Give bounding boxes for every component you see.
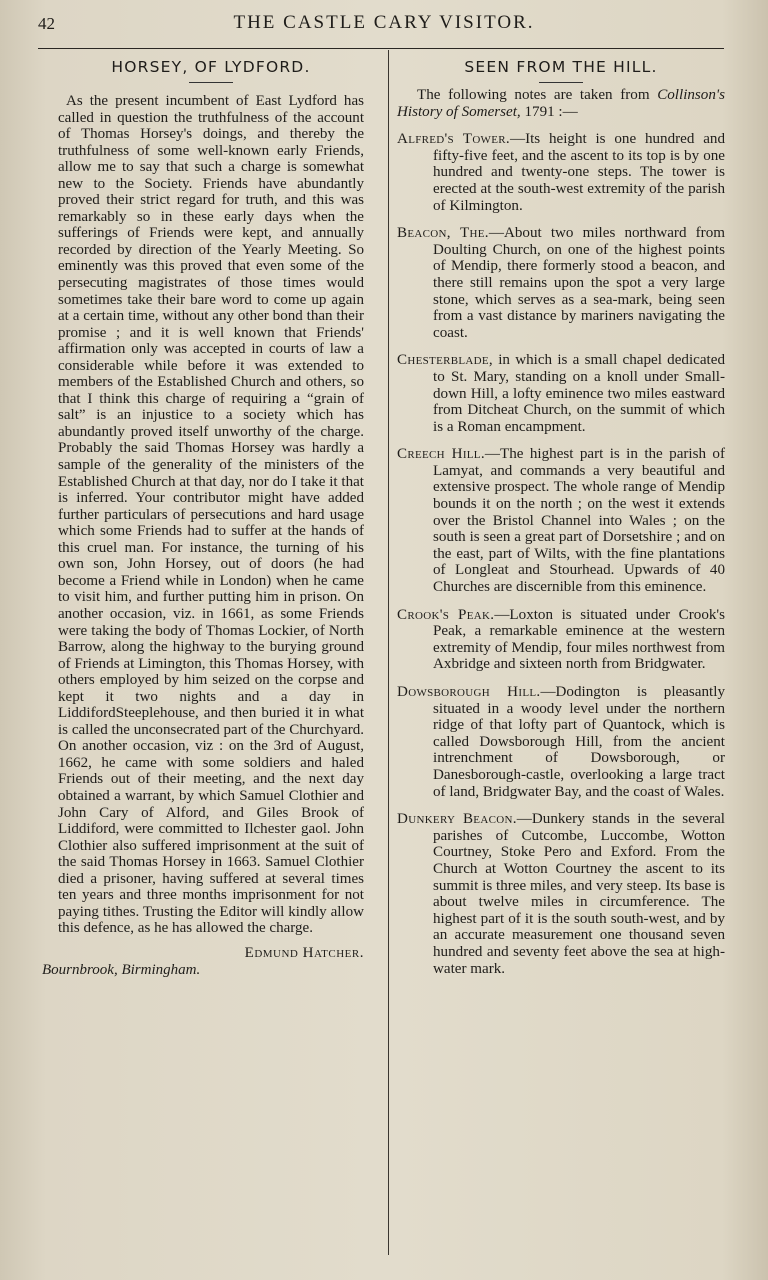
intro-source: Collinson's History of Somerset, — [397, 87, 725, 120]
page-number: 42 — [38, 14, 55, 33]
author-place: Bournbrook, Birmingham. — [42, 961, 201, 978]
right-article-title: SEEN FROM THE HILL. — [464, 58, 658, 76]
journal-title: THE CASTLE CARY VISITOR. — [233, 12, 535, 33]
left-article-body: As the present incumbent of East Lydford has called in question the truthfulness of the account of Thomas Horsey's doings, and thereby the truthfulness of some well-known early Friends, allow me to say that such a charge is somewhat new to the Society. Friends have abundantly proved their strict regard for truth, and this was remarkably so in these early days when the sufferings of Friends were kept, and annually recorded by direction of the Yearly Meeting. So eminently was this proved that even some of the persecuting magistrates of those times would sometimes take their bare word to come up again at a certain time, without any other bond than their promise ; and it is well known that Friends' affirmation only was accepted in courts of law a considerable while before it was extended to members of the Established Church and others, so that I think this charge of requiring a “grain of salt” is an injustice to a society which has abundantly proved itself unworthy of the charge. Probably the said Thomas Horsey was hardly a sample of the generality of the ministers of the Established Church at that day, nor do I take it that is inferred. Your contributor might have added further particulars of persecutions and hard usage which some Friends had to suffer at the hands of this cruel man. For instance, the turning of his own son, John Horsey, out of doors (he had become a Friend while in London) when he came to visit him, and further putting him in prison. On another occasion, viz. in 1661, as some Friends were taking the body of Thomas Lockier, of North Barrow, along the highway to the burying ground of Friends at Limington, this Thomas Horsey, with others employed by him seized on the corpse and kept it two nights and a day in LiddifordSteeplehouse, and then buried it in what is called the unconsecrated part of the Churchyard. On another occasion, viz : on the 3rd of August, 1662, he came with some soldiers and haled Friends out of their meeting, and the next day obtained a warrant, by which Samuel Clothier and John Cary of Alford, and Giles Brook of Liddiford, were committed to Ilchester gaol. John Clothier also suffered imprisonment at the suit of the said Thomas Horsey in 1663. Samuel Clothier died a prisoner, having suffered at several times ten years and three months imprisonment for not paying tithes. Trusting the Editor will kindly allow this defence, as he has allowed the charge. — [58, 93, 364, 937]
entry-text: in which is a small chapel dedicated to St. Mary, standing on a knoll under Small-down Hill, a lofty eminence two miles eastward from Ditcheat Church, on the summit of which is a Roman encampment. — [433, 352, 725, 435]
right-article-intro — [397, 87, 725, 120]
intro-text: The following notes are taken from — [417, 87, 650, 103]
entry-text: —The highest part is in the parish of Lamyat, and commands a very beautiful and extensive prospect. The whole range of Mendip bounds it on the north ; on the west it extends over the Bristol Channel into Wales ; on the south is seen a great part of Dorsetshire ; and on the east, part of Wilts, with the fine plantations of Longleat and Stourhead. Upwards of 40 Churches are discernible from this eminence. — [433, 446, 726, 596]
entry-title: Creech Hill. — [397, 446, 485, 463]
right-column — [397, 52, 725, 988]
left-title-rule — [189, 82, 233, 83]
entry-text: —Its height is one hundred and fifty-five feet, and the ascent to its top is by one hundred and twenty-one steps. The tower is erected at the south-west extremity of the parish of Kilmington. — [433, 131, 725, 214]
left-article-title: HORSEY, OF LYDFORD. — [111, 58, 311, 76]
entry-title: Alfred's Tower. — [397, 131, 510, 148]
page-header — [0, 8, 768, 42]
entry-title: Dunkery Beacon. — [397, 811, 517, 828]
left-column — [42, 52, 364, 979]
entry-dunkery-beacon — [397, 811, 725, 977]
entry-creech-hill — [397, 446, 725, 595]
right-title-rule — [539, 82, 583, 83]
entry-text: —About two miles northward from Doulting Church, on one of the highest points of Mendip, there formerly stood a beacon, and there still remains upon the spot a very large stone, which serves as a sea-mark, being seen from a vast distance by mariners navigating the coast. — [433, 225, 725, 341]
header-rule — [38, 48, 724, 49]
entry-title: Beacon, The. — [397, 225, 489, 242]
entry-alfreds-tower — [397, 131, 725, 214]
entry-text: —Dunkery stands in the several parishes of Cutcombe, Luccombe, Wotton Courtney, Stoke Pero and Exford. From the Church at Wotton Courtney the ascent to its summit is three miles, and very steep. Its base is about twelve miles in circumference. The highest part of it is the south south-west, and by an accurate measurement one thousand seven hundred and seventy feet above the sea at high-water mark. — [433, 811, 725, 977]
entry-dowsborough-hill — [397, 684, 725, 800]
entry-title: Dowsborough Hill. — [397, 684, 541, 700]
entry-text: —Dodington is pleasantly situated in a woody level under the northern ridge of that lofty part of Quantock, which is called Dowsborough Hill, from the ancient intrenchment of Dowsborough, or Danesborough-castle, overlooking a large tract of land, Bridgwater Bay, and the coast of Wales. — [433, 684, 725, 800]
entry-crooks-peak — [397, 607, 725, 673]
entry-title: Crook's Peak. — [397, 606, 495, 623]
entry-title: Chesterblade, — [397, 352, 493, 369]
intro-date: 1791 :— — [524, 103, 578, 120]
entry-beacon — [397, 225, 725, 341]
column-divider — [388, 50, 389, 1255]
author-signature: Edmund Hatcher. — [244, 944, 364, 961]
entry-chesterblade — [397, 352, 725, 435]
entry-text: —Loxton is situated under Crook's Peak, a remarkable eminence at the western extremity of Mendip, four miles northwest from Axbridge and sixteen north from Bridgwater. — [433, 606, 725, 673]
